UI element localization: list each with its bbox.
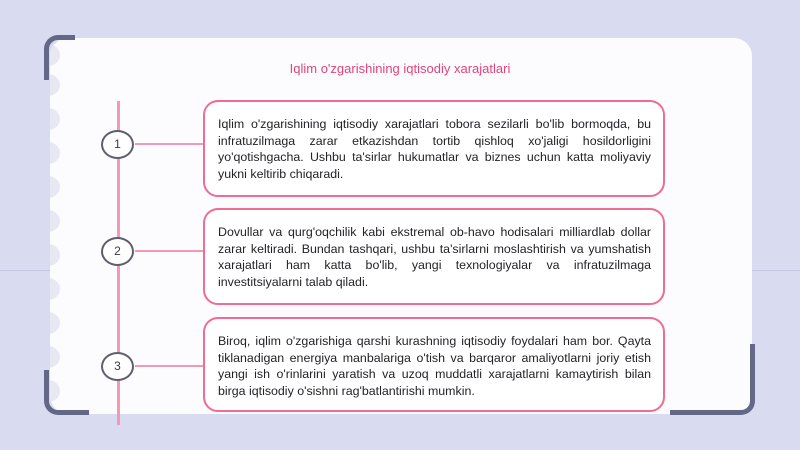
- punch-hole: [50, 346, 60, 368]
- punch-hole: [50, 176, 60, 198]
- timeline-connector: [135, 365, 203, 367]
- slide-title: Iqlim o'zgarishining iqtisodiy xarajatlari: [289, 61, 511, 76]
- step-text-box: Biroq, iqlim o'zgarishiga qarshi kurashning iqtisodiy foydalari ham bor. Qayta tiklanadigan energiya manbalariga o'tish va barqaror amaliyotlarni joriy etish yangi ish o'rinlarini yaratish va uzoq muddatli xarajatlarni kamaytirish bilan birga iqtisodiy o'sishni rag'batlantirishi mumkin.: [203, 317, 665, 412]
- punch-hole: [50, 142, 60, 164]
- timeline-connector: [135, 250, 203, 252]
- punch-hole: [50, 108, 60, 130]
- corner-bracket-bottom-right: [670, 344, 755, 415]
- punch-hole: [50, 244, 60, 266]
- step-number: 1: [101, 130, 134, 159]
- punch-hole: [50, 210, 60, 232]
- punch-hole: [50, 278, 60, 300]
- step-number: 2: [101, 237, 134, 266]
- step-text-box: Dovullar va qurg'oqchilik kabi ekstremal ob-havo hodisalari milliardlab dollar zarar keltiradi. Bundan tashqari, ushbu ta'sirlarni moslashtirish va yumshatish xarajatlari ham katta bo'lib, yangi texnologiyalar va infratuzilmaga investitsiyalarni talab qiladi.: [203, 208, 665, 305]
- step-number: 3: [101, 352, 134, 381]
- step-text-box: Iqlim o'zgarishining iqtisodiy xarajatlari tobora sezilarli bo'lib bormoqda, bu infratuzilmaga zarar etkazishdan tortib qishloq xo'jaligi hosildorligini yo'qotishgacha. Ushbu ta'sirlar hukumatlar va biznes uchun katta moliyaviy yukni keltirib chiqaradi.: [203, 100, 665, 197]
- corner-bracket-bottom-left: [44, 370, 89, 415]
- punch-hole: [50, 312, 60, 334]
- timeline-connector: [135, 143, 203, 145]
